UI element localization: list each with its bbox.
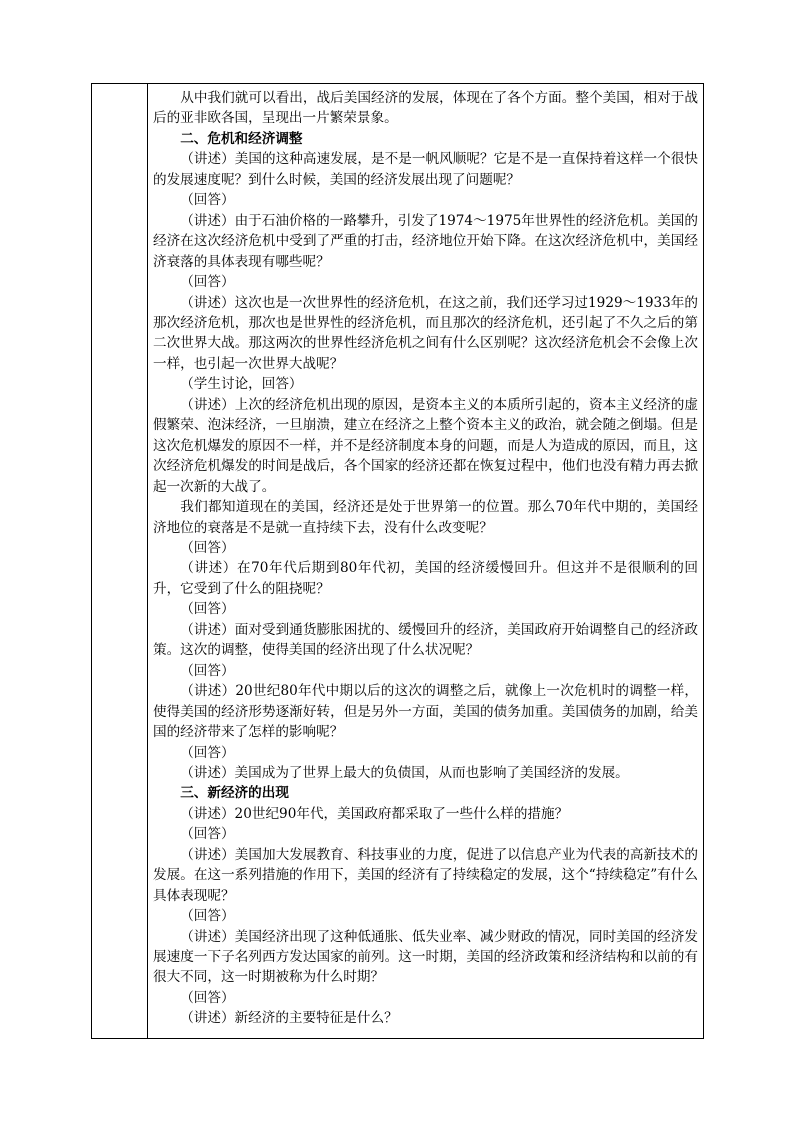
paragraph: （回答） (180, 989, 235, 1006)
paragraph: （讲述）在70年代后期到80年代初，美国的经济缓慢回升。但这并不是很顺利的回升，它受到了什么的阻挠呢？ (153, 560, 698, 597)
paragraph: （回答） (180, 539, 235, 556)
paragraph: （讲述）美国的这种高速发展，是不是一帆风顺呢？它是不是一直保持着这样一个很快的发展速度呢？到什么时候，美国的经济发展出现了问题呢？ (153, 151, 698, 188)
paragraph: （讲述）美国经济出现了这种低通胀、低失业率、减少财政的情况，同时美国的经济发展速度一下子名列西方发达国家的前列。这一时期，美国的经济政策和经济结构和以前的有很大不同，这一时期被称为什么时期？ (153, 928, 698, 986)
paragraph: （讲述）美国加大发展教育、科技事业的力度，促进了以信息产业为代表的高新技术的发展。在这一系列措施的作用下，美国的经济有了持续稳定的发展，这个“持续稳定”有什么具体表现呢？ (153, 846, 698, 904)
lesson-content (148, 84, 703, 1029)
paragraph: （讲述）上次的经济危机出现的原因，是资本主义的本质所引起的，资本主义经济的虚假繁荣、泡沫经济，一旦崩溃，建立在经济之上整个资本主义的政治，就会随之倒塌。但是这次危机爆发的原因不一样，并不是经济制度本身的问题，而是人为造成的原因，而且，这次经济危机爆发的时间是战后，各个国家的经济还都在恢复过程中，他们也没有精力再去掀起一次新的大战了。 (153, 396, 698, 495)
paragraph: （讲述）20世纪90年代，美国政府都采取了一些什么样的措施？ (180, 805, 569, 822)
paragraph: 我们都知道现在的美国，经济还是处于世界第一的位置。那么70年代中期的，美国经济地位的衰落是不是就一直持续下去，没有什么改变呢？ (153, 499, 698, 536)
paragraph: （讲述）20世纪80年代中期以后的这次的调整之后，就像上一次危机时的调整一样，使得美国的经济形势逐渐好转，但是另外一方面，美国的债务加重。美国债务的加剧，给美国的经济带来了怎样的影响呢？ (153, 683, 698, 741)
paragraph: （讲述）面对受到通货膨胀困扰的、缓慢回升的经济，美国政府开始调整自己的经济政策。这次的调整，使得美国的经济出现了什么状况呢？ (153, 621, 698, 659)
paragraph: （回答） (180, 908, 235, 925)
paragraph: （回答） (180, 744, 235, 761)
paragraph: （回答） (180, 826, 235, 843)
content-cell (148, 84, 704, 1039)
paragraph: （讲述）由于石油价格的一路攀升，引发了1974～1975年世界性的经济危机。美国的经济在这次经济危机中受到了严重的打击，经济地位开始下降。在这次经济危机中，美国经济衰落的具体表现有哪些呢？ (153, 212, 698, 270)
left-empty-cell (92, 84, 148, 1039)
paragraph: （回答） (180, 662, 235, 679)
paragraph: （回答） (180, 274, 235, 291)
paragraph: （学生讨论，回答） (180, 376, 303, 393)
paragraph: （讲述）新经济的主要特征是什么？ (180, 1010, 398, 1027)
section-heading: 三、新经济的出现 (180, 785, 289, 802)
paragraph: （回答） (180, 192, 235, 209)
paragraph: （讲述）这次也是一次世界性的经济危机，在这之前，我们还学习过1929～1933年的那次经济危机，那次也是世界性的经济危机，而且那次的经济危机，还引起了不久之后的第二次世界大战。那这两次的世界性经济危机之间有什么区别呢？这次经济危机会不会像上次一样，也引起一次世界大战呢？ (153, 294, 698, 372)
table-row (92, 84, 704, 1039)
lesson-table (91, 83, 704, 1039)
paragraph: 从中我们就可以看出，战后美国经济的发展，体现在了各个方面。整个美国，相对于战后的亚非欧各国，呈现出一片繁荣景象。 (153, 90, 698, 127)
paragraph: （讲述）美国成为了世界上最大的负债国，从而也影响了美国经济的发展。 (180, 764, 629, 781)
section-heading: 二、危机和经济调整 (180, 130, 303, 147)
paragraph: （回答） (180, 601, 235, 618)
